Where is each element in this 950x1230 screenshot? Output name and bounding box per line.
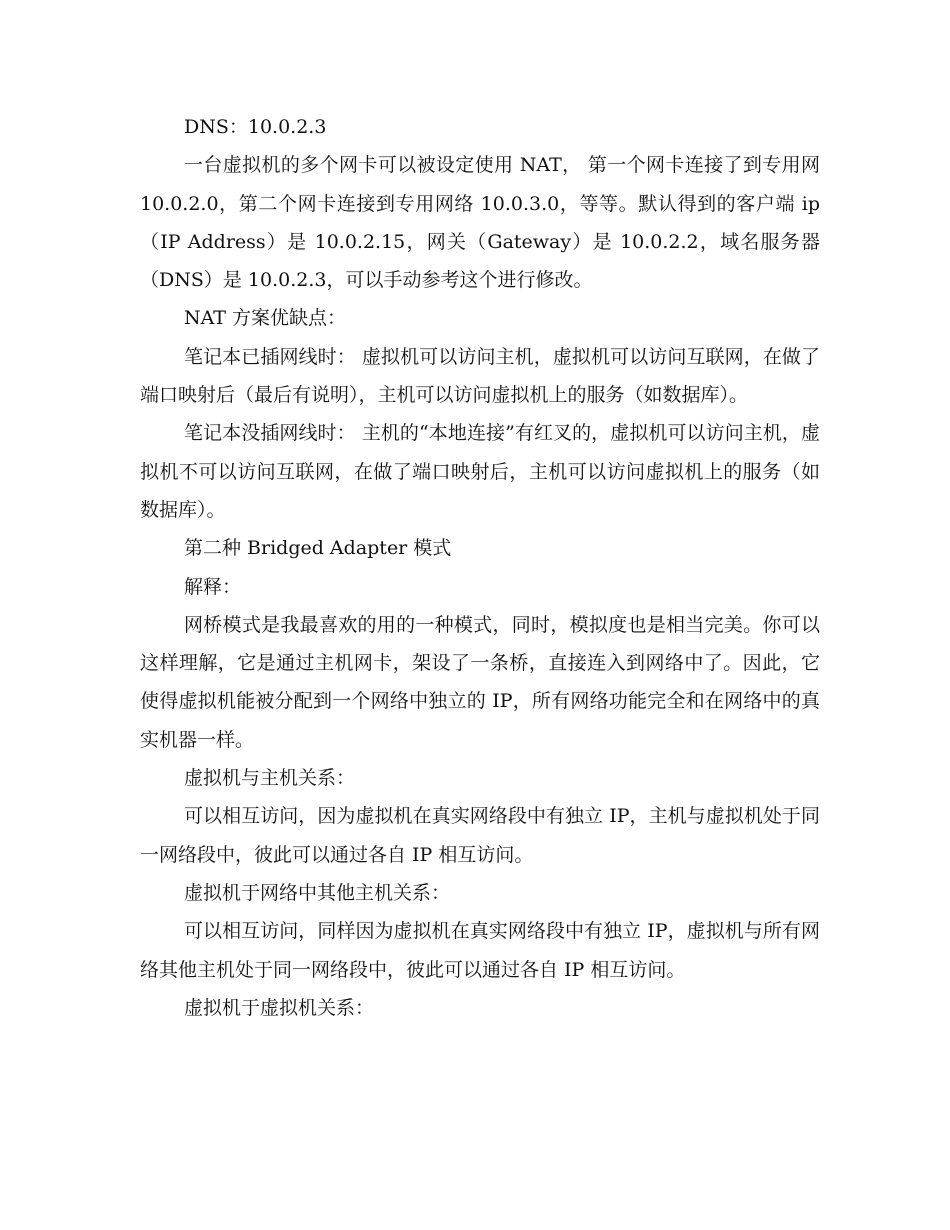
paragraph-cable-plugged: 笔记本已插网线时： 虚拟机可以访问主机，虚拟机可以访问互联网，在做了端口映射后（最后有说明），主机可以访问虚拟机上的服务（如数据库）。 [140,345,820,407]
paragraph-vm-network-access: 可以相互访问，同样因为虚拟机在真实网络段中有独立 IP，虚拟机与所有网络其他主机处于同一网络段中，彼此可以通过各自 IP 相互访问。 [140,920,820,981]
heading-explanation: 解释： [184,575,242,598]
paragraph-bridge-description: 网桥模式是我最喜欢的用的一种模式，同时，模拟度也是相当完美。你可以这样理解，它是通过主机网卡，架设了一条桥，直接连入到网络中了。因此，它使得虚拟机能被分配到一个网络中独立的 IP，所有网络功能完全和在网络中的真实机器一样。 [140,613,820,751]
paragraph-nat-multiple-nics: 一台虚拟机的多个网卡可以被设定使用 NAT， 第一个网卡连接了到专用网 10.0.2.0，第二个网卡连接到专用网络 10.0.3.0，等等。默认得到的客户端 ip（IP Address）是 10.0.2.15，网关（Gateway）是 10.0.2.2，域名服务器（DNS）是 10.0.2.3，可以手动参考这个进行修改。 [140,154,820,292]
paragraph-vm-host-access: 可以相互访问，因为虚拟机在真实网络段中有独立 IP，主机与虚拟机处于同一网络段中，彼此可以通过各自 IP 相互访问。 [140,805,820,866]
heading-vm-network-relation: 虚拟机于网络中其他主机关系： [184,881,451,904]
heading-nat-pros-cons: NAT 方案优缺点： [184,307,347,330]
heading-vm-vm-relation: 虚拟机于虚拟机关系： [184,996,375,1019]
heading-bridged-adapter: 第二种 Bridged Adapter 模式 [184,537,452,560]
heading-vm-host-relation: 虚拟机与主机关系： [184,767,356,790]
paragraph-cable-unplugged: 笔记本没插网线时： 主机的“本地连接”有红叉的，虚拟机可以访问主机，虚拟机不可以访问互联网，在做了端口映射后，主机可以访问虚拟机上的服务（如数据库）。 [140,422,820,521]
paragraph-dns: DNS：10.0.2.3 [184,116,327,138]
document-body [140,108,820,1027]
